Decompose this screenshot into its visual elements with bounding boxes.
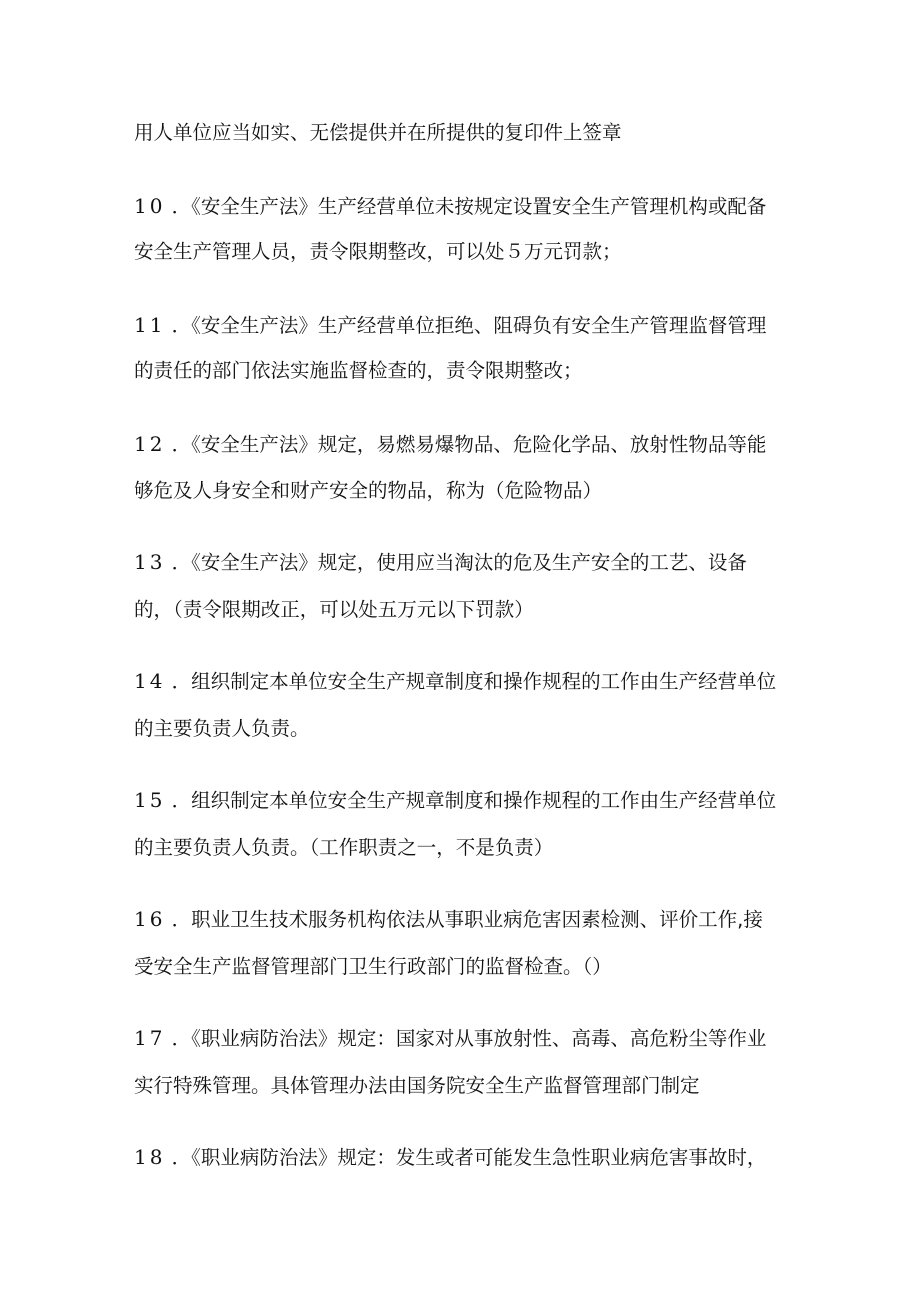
item-14-line-1 [134,667,794,696]
item-14-line-2 [134,715,794,743]
item-12-line-2 [134,477,794,505]
line-text: 《安全生产法》生产经营单位未按规定设置安全生产管理机构或配备 [191,195,767,218]
item-12-line-1 [134,430,794,459]
line-text: 组织制定本单位安全生产规章制度和操作规程的工作由生产经营单位 [191,670,777,693]
line-text: 《职业病防治法》规定：国家对从事放射性、高毒、高危粉尘等作业 [191,1027,767,1050]
item-number: 11 [134,313,166,337]
line-text: 的责任的部门依法实施监督检查的，责令限期整改； [134,359,583,382]
line-text: 实行特殊管理。具体管理办法由国务院安全生产监督管理部门制定 [134,1074,700,1097]
item-18-line-1 [134,1143,794,1172]
line-text: 受安全生产监督管理部门卫生行政部门的监督检查。（） [134,955,612,978]
item-separator: ． [165,433,192,456]
line-text: 够危及人身安全和财产安全的物品，称为（危险物品） [134,479,603,502]
item-17-line-2 [134,1072,794,1100]
item-13-line-1 [134,548,794,577]
item-number: 15 [134,788,166,812]
item-16-line-2 [134,953,794,981]
item-number: 10 [134,194,166,218]
item-10-line-1 [134,192,794,221]
item-separator: ． [165,195,192,218]
item-11-line-1 [134,311,794,340]
line-text: 的主要负责人负责。 [134,717,310,740]
item-15-line-2 [134,834,794,862]
item-number: 12 [134,432,166,456]
item-number: 16 [134,907,166,931]
item-number: 17 [134,1026,166,1050]
item-separator: ． [165,789,192,812]
line-text: 职业卫生技术服务机构依法从事职业病危害因素检测、评价工作,接 [191,908,763,931]
line-text: 组织制定本单位安全生产规章制度和操作规程的工作由生产经营单位 [191,789,777,812]
line-text: 《职业病防治法》规定：发生或者可能发生急性职业病危害事故时， [191,1146,767,1169]
line-text: 用人单位应当如实、无偿提供并在所提供的复印件上签章 [134,121,622,144]
item-17-line-1 [134,1024,794,1053]
item-separator: ． [165,551,192,574]
line-text: 安全生产管理人员，责令限期整改，可以处５万元罚款； [134,240,622,263]
line-text: 《安全生产法》规定，使用应当淘汰的危及生产安全的工艺、设备 [191,551,747,574]
item-13-line-2 [134,596,794,624]
item-11-line-2 [134,357,794,385]
line-text: 《安全生产法》规定，易燃易爆物品、危险化学品、放射性物品等能 [191,433,767,456]
line-text: 的主要负责人负责。（工作职责之一，不是负责） [134,836,554,859]
item-separator: ． [165,670,192,693]
item-separator: ． [165,314,192,337]
item-number: 18 [134,1145,166,1169]
item-number: 14 [134,669,166,693]
item-10-line-2 [134,238,794,266]
text-line [134,119,794,147]
item-separator: ． [165,1146,192,1169]
item-16-line-1 [134,905,794,934]
line-text: 《安全生产法》生产经营单位拒绝、阻碍负有安全生产管理监督管理 [191,314,767,337]
item-15-line-1 [134,786,794,815]
item-separator: ． [165,908,192,931]
item-number: 13 [134,550,166,574]
line-text: 的，（责令限期改正，可以处五万元以下罚款） [134,598,534,621]
item-separator: ． [165,1027,192,1050]
